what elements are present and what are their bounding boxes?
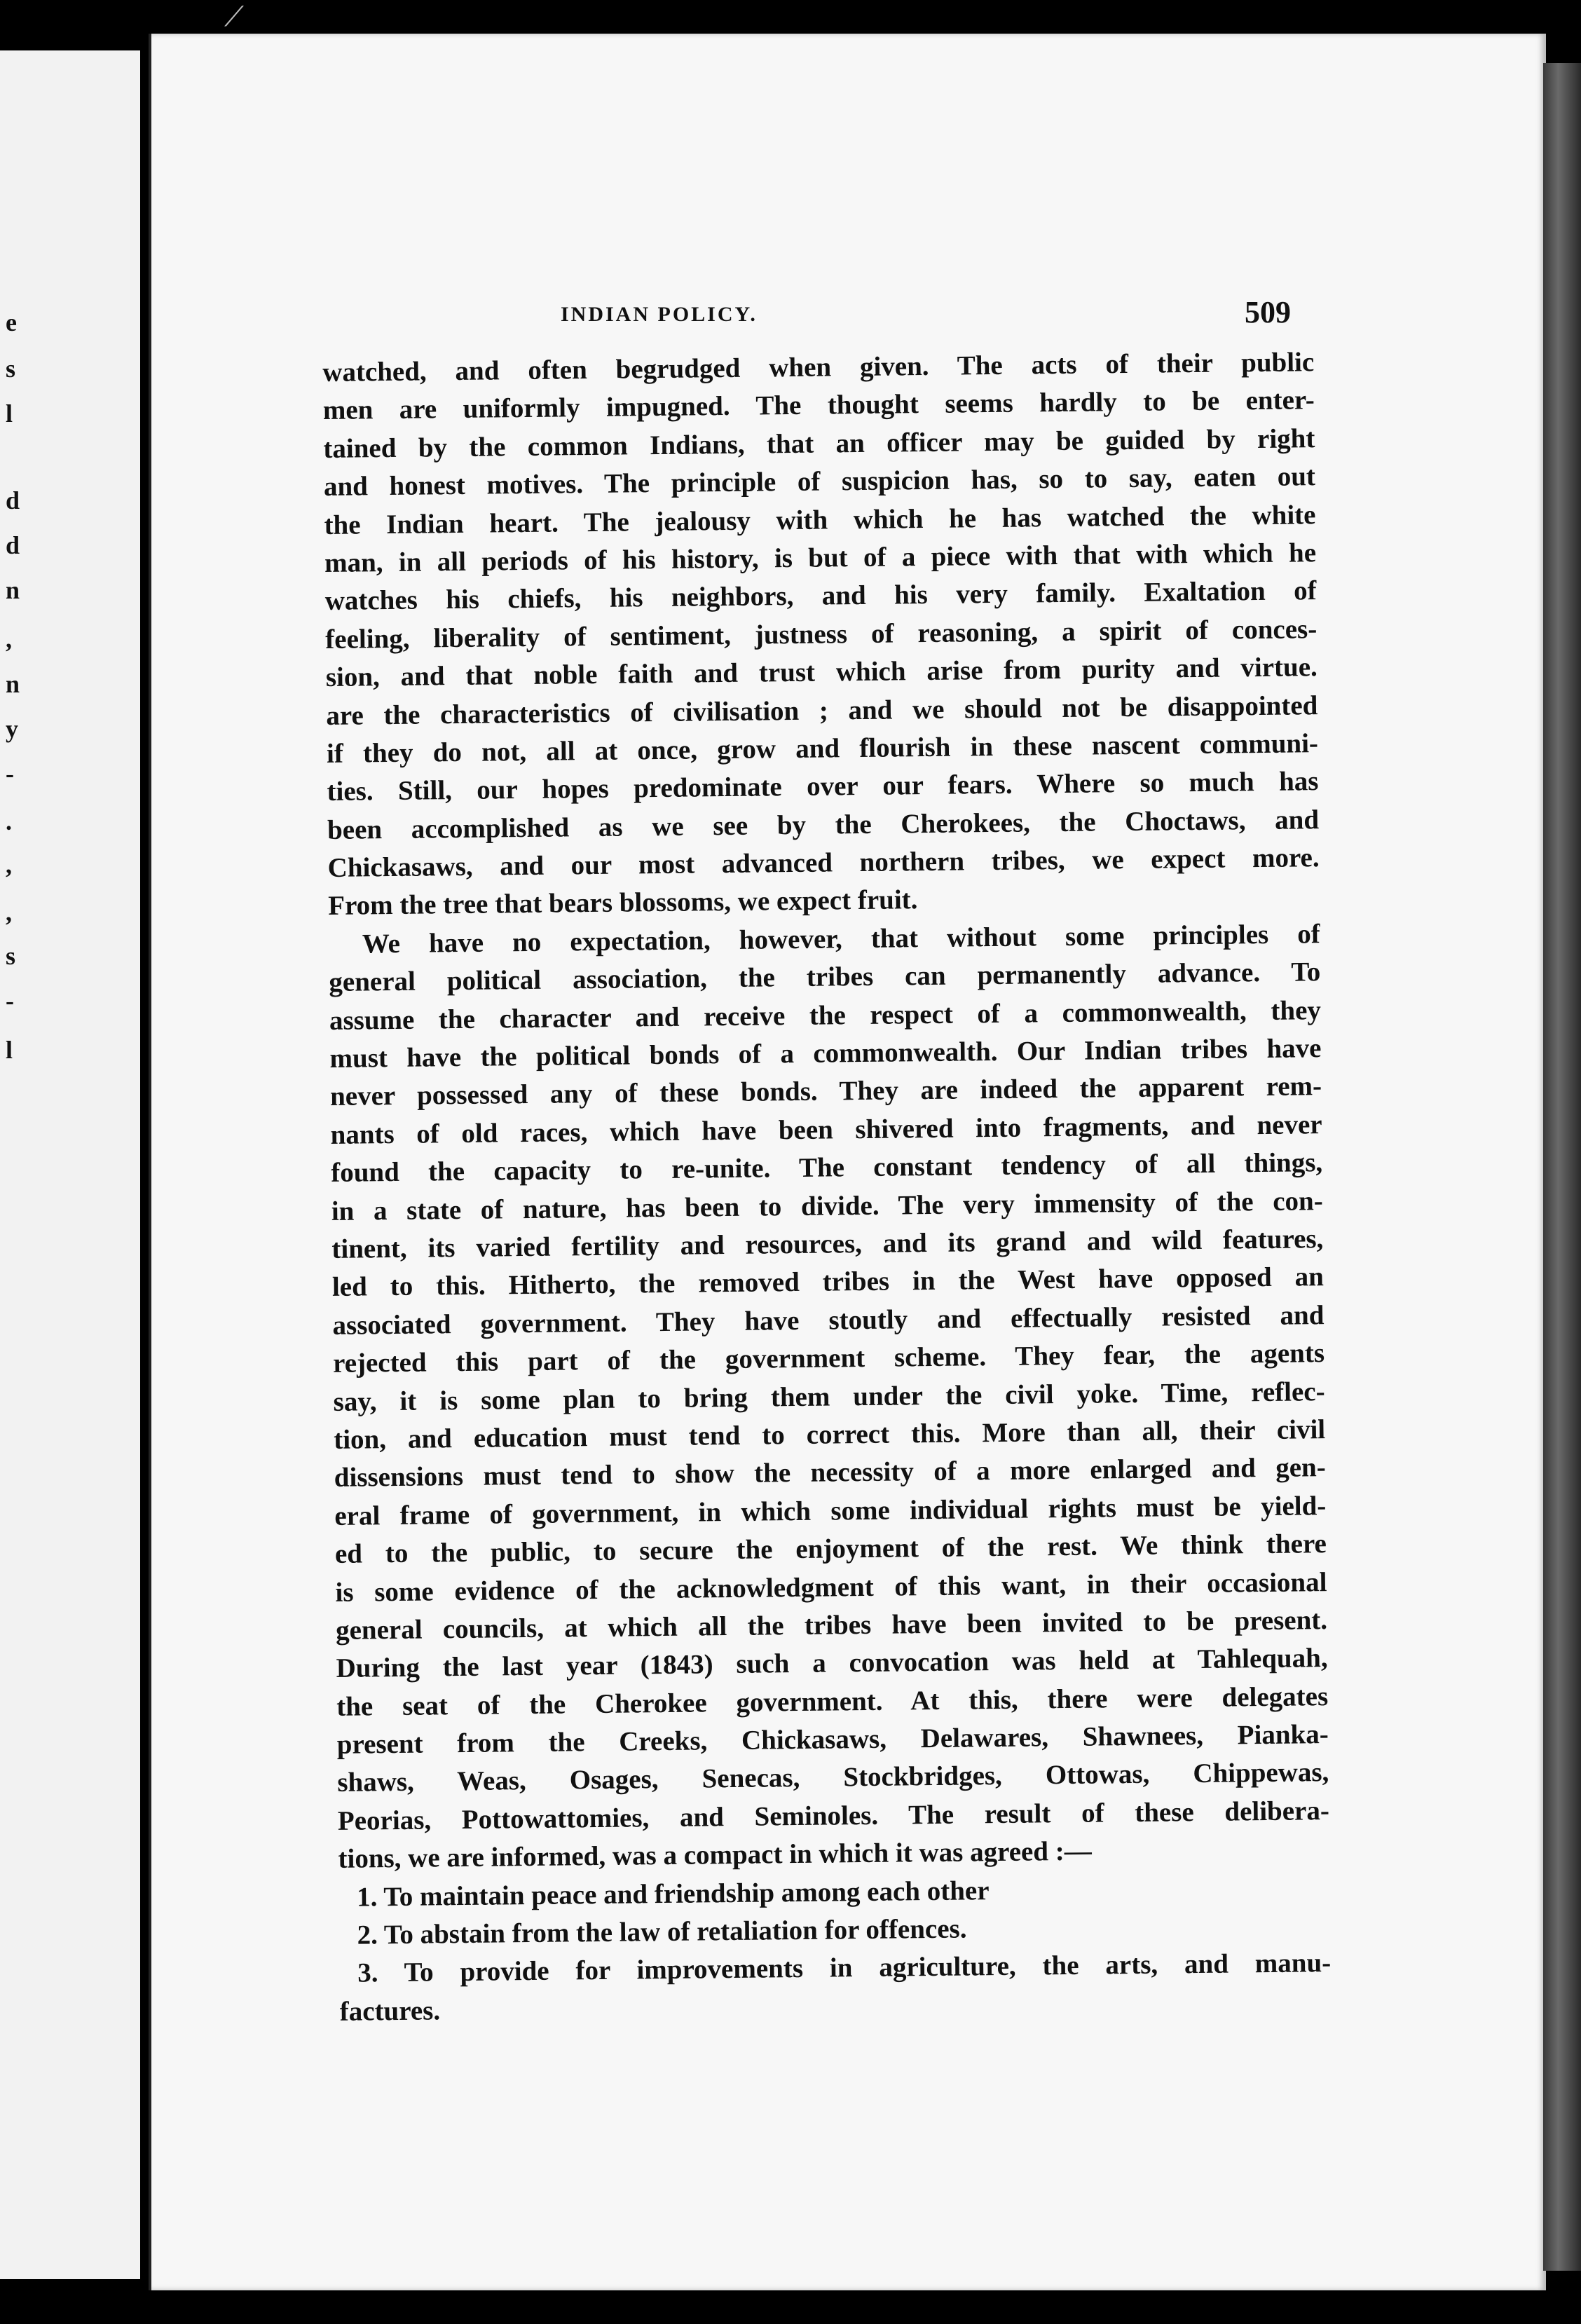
running-head: INDIAN POLICY.	[561, 303, 758, 326]
text-line: present from the Creeks, Chickasaws, Delawares, Shawnees, Pianka-	[336, 1719, 1329, 1760]
prev-page-fragment: ,	[6, 898, 12, 927]
prev-page-fragment: s	[6, 355, 16, 383]
prev-page-fragment: e	[6, 308, 17, 336]
text-line: tion, and education must tend to correct this. More than all, their civil	[334, 1414, 1326, 1455]
text-line: During the last year (1843) such a convocation was held at Tahlequah,	[336, 1643, 1328, 1684]
page-edge-binding	[1543, 63, 1581, 2271]
text-line: men are uniformly impugned. The thought seems hardly to be enter-	[322, 385, 1315, 426]
text-line: never possessed any of these bonds. They are indeed the apparent rem-	[329, 1071, 1322, 1112]
text-line: nants of old races, which have been shivered into fragments, and never	[330, 1109, 1322, 1150]
text-line: are the characteristics of civilisation ; and we should not be disappointed	[326, 690, 1318, 731]
prev-page-fragment: d	[6, 486, 20, 514]
text-line: tinent, its varied fertility and resources, and its grand and wild features,	[331, 1224, 1324, 1264]
text-line: assume the character and receive the respect of a commonwealth, they	[329, 994, 1322, 1036]
list-item: factures.	[339, 1995, 441, 2027]
text-line: general councils, at which all the tribes have been invited to be present.	[335, 1604, 1328, 1646]
text-line: in a state of nature, has been to divide. The very immensity of the con-	[331, 1185, 1323, 1226]
prev-page-fragment: y	[6, 715, 18, 743]
text-line: shaws, Weas, Osages, Senecas, Stockbridges, Ottowas, Chippewas,	[337, 1757, 1329, 1798]
text-line: watched, and often begrudged when given. The acts of their public	[322, 347, 1315, 388]
previous-page-edge	[0, 50, 140, 2279]
paragraph	[329, 915, 1330, 1879]
prev-page-fragment: ,	[6, 625, 12, 653]
text-line: associated government. They have stoutly and effectually resisted and	[332, 1299, 1325, 1341]
prev-page-fragment: n	[6, 576, 20, 604]
list-item: 1. To maintain peace and friendship among each other	[356, 1875, 990, 1913]
text-line: ed to the public, to secure the enjoyment of the rest. We think there	[334, 1529, 1327, 1570]
list-item: 2. To abstain from the law of retaliation for offences.	[357, 1913, 967, 1950]
prev-page-fragment: s	[6, 942, 16, 970]
text-line: watches his chiefs, his neighbors, and his very family. Exaltation of	[324, 575, 1317, 617]
text-line: the Indian heart. The jealousy with which he has watched the white	[324, 499, 1316, 540]
prev-page-fragment: d	[6, 531, 20, 559]
paragraph	[322, 343, 1320, 926]
text-line: if they do not, all at once, grow and flourish in these nascent communi-	[326, 728, 1319, 769]
prev-page-fragment: l	[6, 1036, 13, 1064]
text-line: man, in all periods of his history, is but of a piece with that with which he	[324, 538, 1317, 578]
prev-page-fragment: -	[6, 987, 14, 1015]
prev-page-fragment: ,	[6, 851, 12, 879]
text-line: sion, and that noble faith and trust which arise from purity and virtue.	[325, 652, 1318, 693]
text-line: feeling, liberality of sentiment, justness of reasoning, a spirit of conces-	[325, 613, 1318, 655]
text-line: say, it is some plan to bring them under the civil yoke. Time, reflec-	[333, 1376, 1325, 1417]
text-line: and honest motives. The principle of suspicion has, so to say, eaten out	[323, 461, 1316, 503]
prev-page-fragment: l	[6, 399, 13, 428]
prev-page-fragment: -	[6, 760, 14, 788]
text-line: dissensions must tend to show the necessity of a more enlarged and gen-	[334, 1452, 1326, 1493]
text-line: From the tree that bears blossoms, we expect fruit.	[328, 884, 918, 922]
text-line: eral frame of government, in which some individual rights must be yield-	[334, 1490, 1327, 1531]
body-text	[322, 343, 1332, 2031]
page-corner-mark: ⟋	[224, 1, 244, 32]
text-line: led to this. Hitherto, the removed tribes in the West have opposed an	[331, 1262, 1325, 1303]
page-number: 509	[1245, 295, 1291, 329]
text-line: tions, we are informed, was a compact in which it was agreed :—	[338, 1836, 1092, 1875]
text-line: must have the political bonds of a commonwealth. Our Indian tribes have	[329, 1033, 1322, 1074]
text-line: rejected this part of the government scheme. They fear, the agents	[332, 1338, 1325, 1379]
text-line: found the capacity to re-unite. The constant tendency of all things,	[331, 1147, 1323, 1189]
agreement-list	[338, 1868, 1332, 2031]
text-line: Chickasaws, and our most advanced northern tribes, we expect more.	[327, 842, 1320, 884]
text-line: the seat of the Cherokee government. At this, there were delegates	[336, 1681, 1329, 1722]
text-line: been accomplished as we see by the Cherokees, the Choctaws, and	[327, 804, 1320, 845]
text-line: is some evidence of the acknowledgment of this want, in their occasional	[335, 1566, 1327, 1608]
text-line: ties. Still, our hopes predominate over our fears. Where so much has	[327, 766, 1319, 807]
text-line: Peorias, Pottowattomies, and Seminoles. The result of these delibera-	[337, 1795, 1330, 1836]
text-line: tained by the common Indians, that an officer may be guided by right	[323, 423, 1315, 464]
prev-page-fragment: n	[6, 670, 20, 698]
prev-page-fragment: .	[6, 807, 12, 835]
text-line: general political association, the tribes can permanently advance. To	[329, 957, 1321, 998]
list-item: 3. To provide for improvements in agriculture, the arts, and manu-	[357, 1948, 1332, 1989]
text-line: We have no expectation, however, that without some principles of	[362, 918, 1320, 959]
